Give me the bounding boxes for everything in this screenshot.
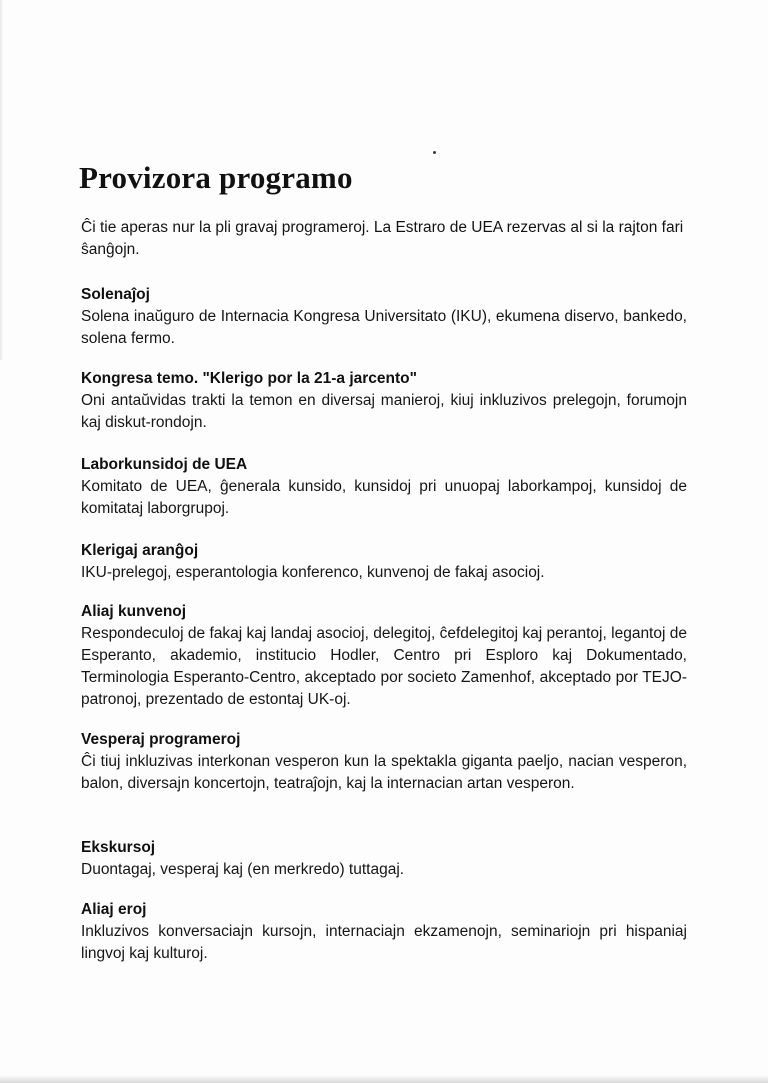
section-body: Komitato de UEA, ĝenerala kunsido, kunsidoj pri unuopaj laborkampoj, kunsidoj de komitataj laborgrupoj. (81, 478, 687, 517)
section-heading: Ekskursoj (81, 839, 156, 856)
section-body: Ĉi tiuj inkluzivas interkonan vesperon kun la spektakla giganta paeljo, nacian vesperon, balon, diversajn koncertojn, teatraĵojn, kaj la internacian artan vesperon. (81, 753, 687, 792)
section-body: IKU-prelegoj, esperantologia konferenco, kunvenoj de fakaj asocioj. (81, 564, 545, 581)
scan-speck (433, 151, 436, 154)
intro-paragraph: Ĉi tie aperas nur la pli gravaj programeroj. La Estraro de UEA rezervas al si la rajton fari ŝanĝojn. (81, 219, 684, 258)
section-heading: Kongresa temo. "Klerigo por la 21-a jarcento" (81, 370, 417, 387)
section-vesperaj-programeroj (81, 729, 687, 795)
section-body: Duontagaj, vesperaj kaj (en merkredo) tuttagaj. (81, 861, 405, 878)
section-heading: Laborkunsidoj de UEA (81, 456, 248, 473)
section-heading: Klerigaj aranĝoj (81, 542, 199, 559)
section-body: Inkluzivos konversaciajn kursojn, internaciajn ekzamenojn, seminariojn pri hispaniaj lingvoj kaj kulturoj. (81, 923, 687, 962)
section-body: Oni antaŭvidas trakti la temon en diversaj manieroj, kiuj inkluzivos prelegojn, forumojn kaj diskut-rondojn. (81, 392, 687, 431)
section-body: Solena inaŭguro de Internacia Kongresa Universitato (IKU), ekumena diservo, bankedo, solena fermo. (81, 308, 687, 347)
section-aliaj-kunvenoj (81, 601, 687, 711)
section-heading: Aliaj eroj (81, 901, 147, 918)
page-title: Provizora programo (79, 160, 353, 195)
section-solenajoj (81, 284, 687, 350)
section-laborkunsidoj (81, 454, 687, 520)
scan-edge-shadow (0, 0, 3, 360)
section-heading: Solenaĵoj (81, 286, 150, 303)
section-ekskursoj (81, 837, 687, 881)
scan-bottom-shadow (0, 1075, 768, 1083)
section-kongresa-temo (81, 368, 687, 434)
section-heading: Aliaj kunvenoj (81, 603, 187, 620)
section-aliaj-eroj (81, 899, 687, 965)
section-klerigaj-arangoj (81, 540, 687, 584)
section-heading: Vesperaj programeroj (81, 731, 241, 748)
section-body: Respondeculoj de fakaj kaj landaj asocioj, delegitoj, ĉefdelegitoj kaj perantoj, legantoj de Esperanto, akademio, institucio Hodler, Centro pri Esploro kaj Dokumentado, Terminologia Esperanto-Centro, akceptado por societo Zamenhof, akceptado por TEJO-patronoj, prezentado de estontaj UK-oj. (81, 625, 687, 708)
